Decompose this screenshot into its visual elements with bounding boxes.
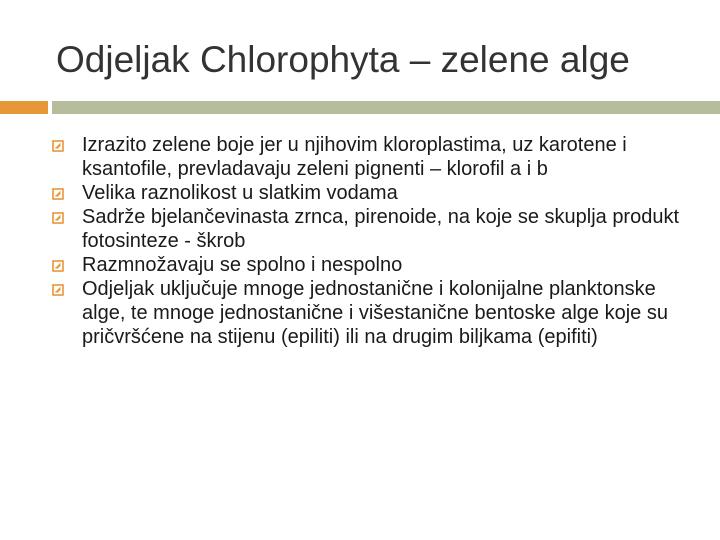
bullet-text: Izrazito zelene boje jer u njihovim kloroplastima, uz karotene i ksantofile, prevladavaju zeleni pignenti – klorofil a i b (82, 134, 627, 180)
bullet-text: Sadrže bjelančevinasta zrnca, pirenoide, na koje se skuplja produkt fotosinteze - škrob (82, 206, 680, 252)
square-bullet-icon (52, 260, 64, 272)
square-bullet-icon (52, 212, 64, 224)
square-bullet-icon (52, 140, 64, 152)
square-bullet-icon (52, 188, 64, 200)
bullet-item (56, 205, 696, 253)
bullet-item (56, 277, 696, 349)
bullet-text: Odjeljak uključuje mnoge jednostanične i kolonijalne planktonske alge, te mnoge jednostanične i višestanične bentoske alge koje su pričvršćene na stijenu (epiliti) ili na drugim biljkama (epifiti) (82, 278, 668, 348)
bullet-text: Razmnožavaju se spolno i nespolno (82, 254, 403, 276)
bullet-item (56, 133, 696, 181)
bullet-item (56, 181, 696, 205)
title-divider-bar (52, 101, 720, 114)
bullet-list (56, 133, 696, 349)
bullet-item (56, 253, 696, 277)
slide-title: Odjeljak Chlorophyta – zelene alge (56, 39, 630, 80)
title-accent-bar (0, 101, 48, 114)
bullet-text: Velika raznolikost u slatkim vodama (82, 182, 398, 204)
square-bullet-icon (52, 284, 64, 296)
